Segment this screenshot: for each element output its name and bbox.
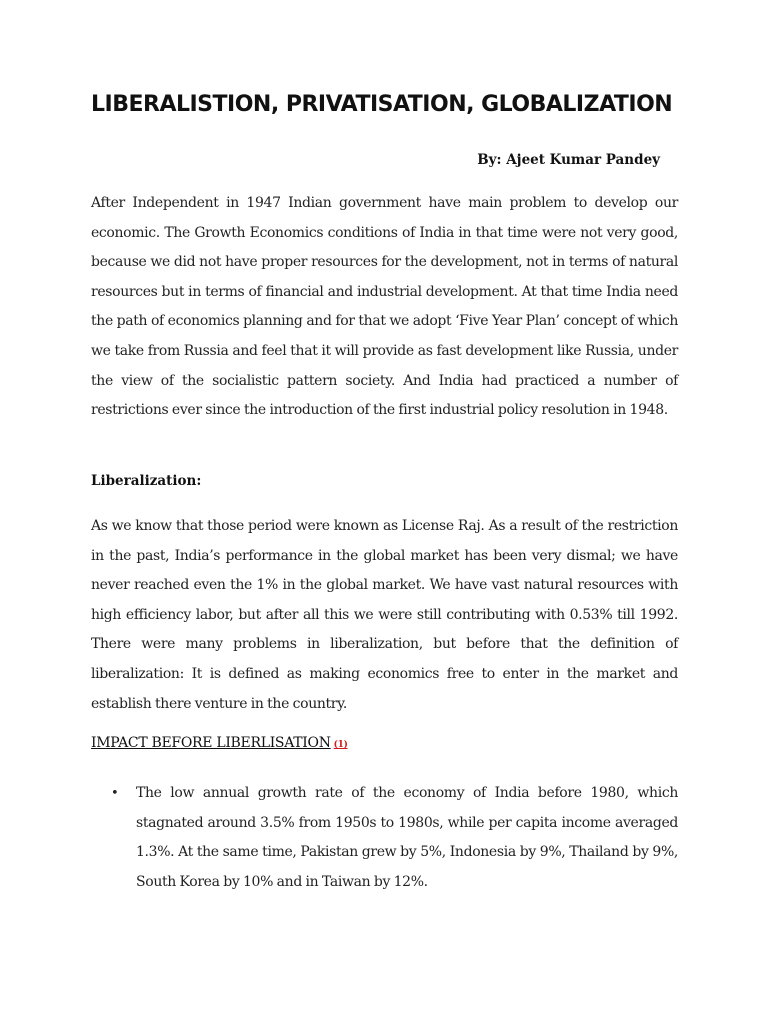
impact-heading-label: IMPACT BEFORE LIBERLISATION bbox=[91, 735, 331, 751]
document-title: LIBERALISTION, PRIVATISATION, GLOBALIZATION bbox=[91, 92, 673, 117]
list-item-text: The low annual growth rate of the economy of India before 1980, which stagnated around 3.5% from 1950s to 1980s, while per capita income averaged 1.3%. At the same time, Pakistan grew by 5%, Indonesia by 9%, Thailand by 9%, South Korea by 10% and in Taiwan by 12%. bbox=[136, 785, 678, 890]
list-item bbox=[91, 779, 678, 897]
author-byline: By: Ajeet Kumar Pandey bbox=[477, 152, 660, 168]
footnote-reference-link[interactable]: (1) bbox=[333, 740, 348, 750]
intro-paragraph: After Independent in 1947 Indian government have main problem to develop our economic. The Growth Economics conditions of India in that time were not very good, because we did not have proper resources for the development, not in terms of natural resources but in terms of financial and industrial development. At that time India need the path of economics planning and for that we adopt ‘Five Year Plan’ concept of which we take from Russia and feel that it will provide as fast development like Russia, under the view of the socialistic pattern society. And India had practiced a number of restrictions ever since the introduction of the first industrial policy resolution in 1948. bbox=[91, 195, 678, 419]
liberalization-paragraph: As we know that those period were known as License Raj. As a result of the restriction in the past, India’s performance in the global market has been very dismal; we have never reached even the 1% in the global market. We have vast natural resources with high efficiency labor, but after all this we were still contributing with 0.53% till 1992. There were many problems in liberalization, but before that the definition of liberalization: It is defined as making economics free to enter in the market and establish there venture in the country. bbox=[91, 518, 678, 712]
impact-heading bbox=[91, 735, 348, 751]
section-heading-liberalization: Liberalization: bbox=[91, 473, 202, 489]
bullet-icon: • bbox=[111, 786, 119, 801]
bullet-list bbox=[91, 779, 678, 897]
